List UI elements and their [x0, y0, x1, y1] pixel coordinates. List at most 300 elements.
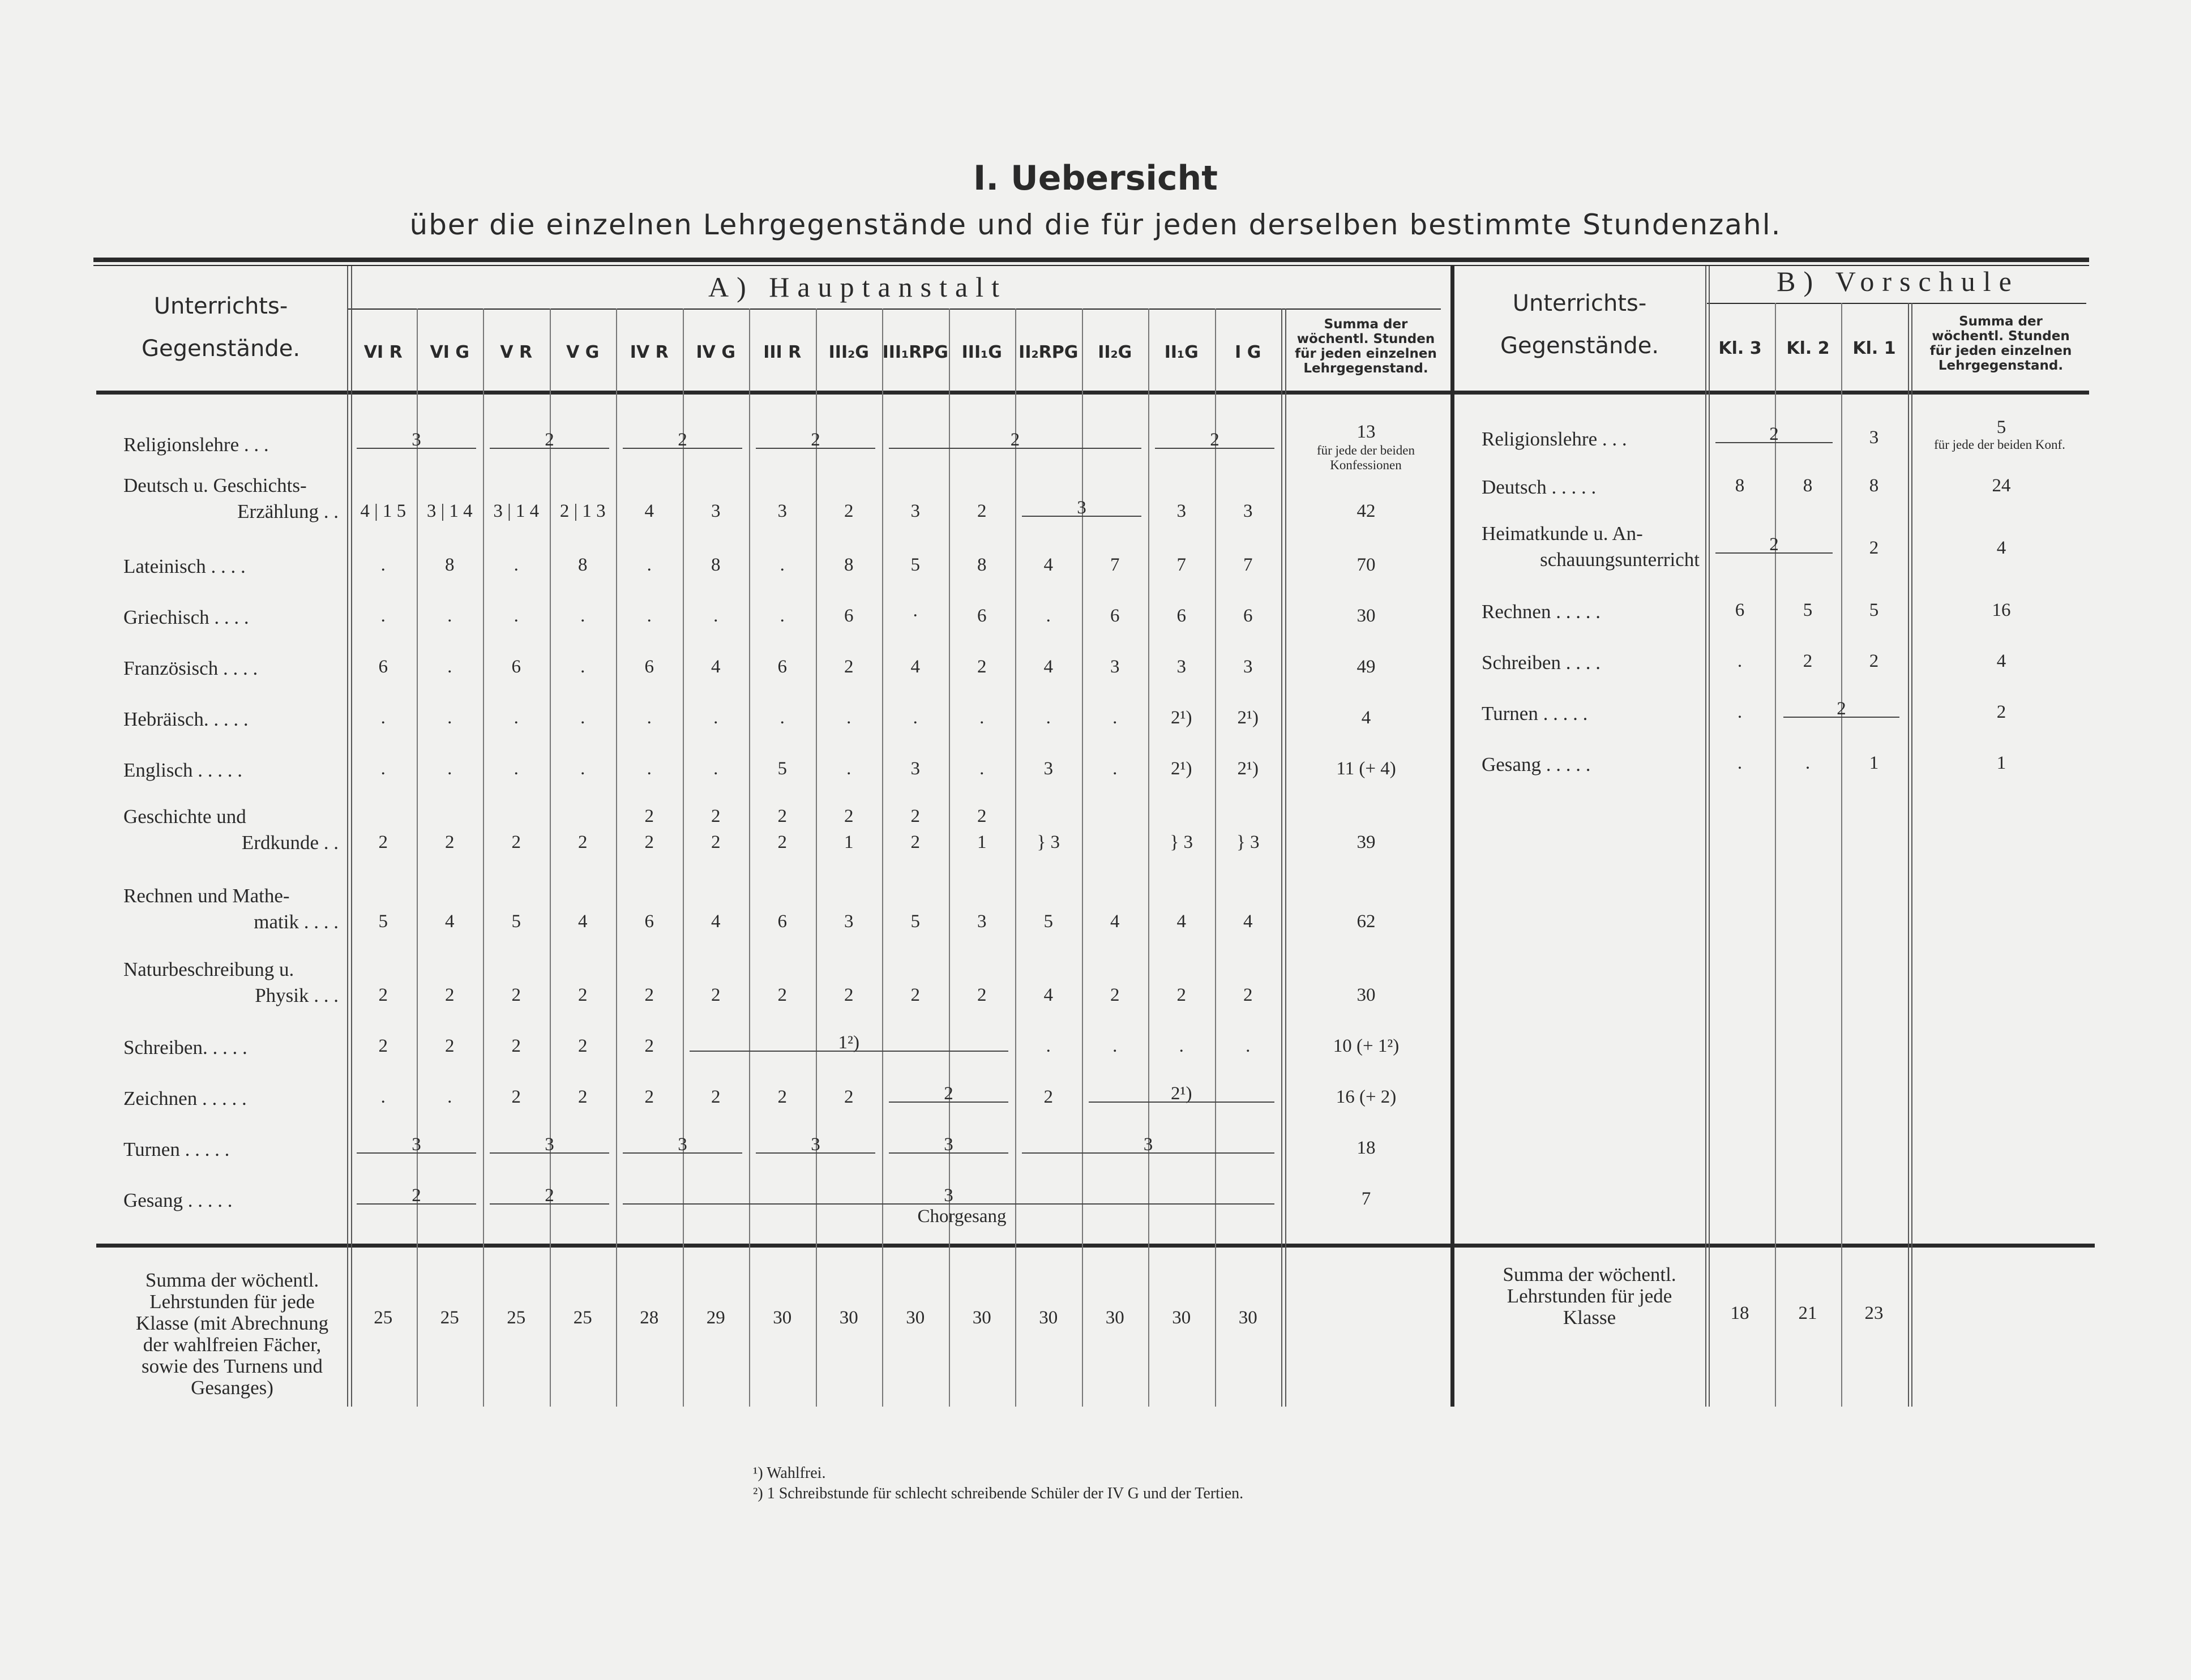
- grid-cell: 3: [1243, 501, 1253, 521]
- subject-label: Hebräisch. . . . .: [123, 708, 249, 730]
- grid-cell: 3: [1243, 657, 1253, 677]
- grid-cell: 3 | 1 4: [493, 501, 540, 521]
- subject-label-b: schauungsunterricht: [1540, 548, 1700, 571]
- grid-cell: .: [447, 1087, 452, 1107]
- grid-cell: 8: [445, 555, 455, 575]
- sum-header-a: Lehrgegenstand.: [1303, 361, 1428, 376]
- grid-cell: .: [979, 758, 985, 779]
- sum-header-a: wöchentl. Stunden: [1296, 332, 1435, 346]
- grid-cell: .: [1046, 708, 1051, 728]
- row-sum-a: 62: [1356, 911, 1376, 932]
- sum-header-b: für jeden einzelnen: [1929, 344, 2072, 358]
- column-header-a: IV R: [630, 342, 669, 362]
- subject-label: Religionslehre . . .: [123, 434, 269, 456]
- summary-value-a: 30: [1238, 1308, 1257, 1328]
- grid-cell-b: 1: [1869, 753, 1879, 773]
- rule-col-subject-a: [347, 266, 348, 1407]
- grid-cell: 2: [910, 985, 920, 1005]
- span-cell-value: 1²): [838, 1032, 859, 1053]
- subject-label: Griechisch . . . .: [123, 606, 249, 628]
- summary-label-a: Gesanges): [191, 1377, 273, 1399]
- rule-col-a: [616, 308, 617, 1407]
- summary-value-a: 30: [1105, 1308, 1124, 1328]
- rule-section-a: [348, 308, 1441, 310]
- rule-col-subject-b: [1705, 266, 1706, 1407]
- column-header-a: II₂G: [1098, 342, 1132, 362]
- rule-col-a: [882, 308, 883, 1407]
- rule-col-a: [1148, 308, 1149, 1407]
- grid-cell: 2: [445, 985, 455, 1005]
- gegenstaende-header-b-line2: Gegenstände.: [1500, 333, 1659, 359]
- grid-cell-b: 6: [1735, 600, 1745, 620]
- column-header-a: III₁G: [961, 342, 1002, 362]
- grid-cell: .: [647, 758, 652, 779]
- row-sum-note-b: für jede der beiden Konf.: [1934, 438, 2065, 452]
- grid-cell-upper: 2: [844, 806, 854, 826]
- grid-cell: 6: [777, 657, 787, 677]
- grid-cell: .: [913, 708, 918, 728]
- grid-cell: 2: [511, 1087, 521, 1107]
- row-sum-note-a: für jede der beiden: [1316, 443, 1415, 457]
- span-cell-value: 2: [545, 430, 554, 450]
- grid-cell: 3 | 1 4: [426, 501, 473, 521]
- grid-cell: 4: [711, 911, 721, 932]
- grid-cell: 2: [777, 832, 787, 852]
- grid-cell: 2: [644, 1036, 654, 1056]
- span-cell-b-value: 2: [1769, 534, 1779, 555]
- grid-cell: .: [1246, 1036, 1251, 1056]
- row-sum-note-a: Konfessionen: [1330, 458, 1402, 472]
- grid-cell: 4: [1043, 555, 1053, 575]
- rule-section-b: [1707, 303, 2086, 304]
- summary-value-a: 25: [507, 1308, 526, 1328]
- grid-cell: 4: [910, 657, 920, 677]
- rule-col-sum-a2: [1285, 308, 1286, 1407]
- summary-value-a: 30: [1172, 1308, 1191, 1328]
- rule-col-a: [949, 308, 950, 1407]
- summary-label-b: Klasse: [1563, 1306, 1616, 1328]
- column-header-b: Kl. 2: [1786, 338, 1830, 358]
- grid-cell-upper: 2: [644, 806, 654, 826]
- grid-cell: .: [780, 708, 785, 728]
- grid-cell: 6: [1243, 606, 1253, 626]
- grid-cell: 3: [977, 911, 987, 932]
- grid-cell: 2 | 1 3: [559, 501, 606, 521]
- row-sum-b: 1: [1996, 753, 2006, 773]
- subject-label: matik . . . .: [254, 911, 339, 933]
- grid-cell: 4: [445, 911, 455, 932]
- sum-header-b: Summa der: [1959, 314, 2043, 329]
- grid-cell: 2: [1043, 1087, 1053, 1107]
- subject-label: Erzählung . .: [237, 500, 339, 522]
- grid-cell: 6: [1110, 606, 1120, 626]
- grid-cell: ·: [912, 606, 919, 626]
- page-title: I. Uebersicht: [973, 158, 1218, 198]
- grid-cell: } 3: [1037, 832, 1060, 852]
- rule-top: [93, 258, 2089, 262]
- grid-cell: 2¹): [1237, 758, 1259, 779]
- grid-cell-b: 2: [1869, 651, 1879, 671]
- summary-value-a: 30: [1039, 1308, 1058, 1328]
- row-sum-b: 24: [1992, 475, 2011, 496]
- span-cell-value: 2: [412, 1185, 421, 1206]
- grid-cell-b: 2: [1869, 538, 1879, 558]
- span-cell-value: 2: [678, 430, 687, 450]
- grid-cell: 3: [1176, 501, 1186, 521]
- grid-cell: .: [647, 708, 652, 728]
- grid-cell: 6: [844, 606, 854, 626]
- grid-cell: .: [713, 708, 718, 728]
- row-sum-b: 5: [1996, 417, 2006, 438]
- grid-cell: 5: [910, 555, 920, 575]
- grid-cell: .: [447, 606, 452, 626]
- grid-cell-b: 8: [1735, 475, 1745, 496]
- grid-cell: .: [780, 606, 785, 626]
- page-subtitle: über die einzelnen Lehrgegenstände und die für jeden derselben bestimmte Stundenzahl.: [409, 208, 1782, 241]
- grid-cell: .: [580, 606, 585, 626]
- rule-col-a: [1082, 308, 1083, 1407]
- grid-cell: 3: [711, 501, 721, 521]
- summary-label-a: Summa der wöchentl.: [145, 1269, 319, 1291]
- rule-col-sum-b: [1908, 303, 1909, 1407]
- gegenstaende-header-a-line1: Unterrichts-: [153, 293, 288, 319]
- grid-cell: .: [513, 606, 519, 626]
- grid-cell: 2: [511, 985, 521, 1005]
- grid-cell: .: [647, 555, 652, 575]
- row-sum-a: 11 (+ 4): [1336, 758, 1396, 779]
- grid-cell: 2¹): [1237, 708, 1259, 728]
- grid-cell: 8: [711, 555, 721, 575]
- grid-cell: .: [513, 555, 519, 575]
- grid-cell: 2: [777, 1087, 787, 1107]
- grid-cell-upper: 2: [910, 806, 920, 826]
- span-cell-value: 2: [545, 1185, 554, 1206]
- grid-cell: 1: [977, 832, 987, 852]
- span-cell-value: 2: [811, 430, 820, 450]
- subject-label-b: Turnen . . . . .: [1482, 702, 1588, 725]
- grid-cell-b: 2: [1803, 651, 1813, 671]
- subject-label: Physik . . .: [255, 984, 339, 1006]
- grid-cell: .: [713, 606, 718, 626]
- grid-cell: 2: [977, 657, 987, 677]
- grid-cell-upper: 2: [777, 806, 787, 826]
- grid-cell: 3: [1176, 657, 1186, 677]
- summary-label-a: der wahlfreien Fächer,: [143, 1334, 322, 1356]
- grid-cell: 4: [711, 657, 721, 677]
- row-sum-a: 42: [1356, 501, 1376, 521]
- grid-cell: 4: [1176, 911, 1186, 932]
- grid-cell: .: [846, 708, 851, 728]
- grid-cell: 2: [644, 1087, 654, 1107]
- column-header-a: VI R: [363, 342, 403, 362]
- grid-cell: 4: [644, 501, 654, 521]
- column-header-a: II₂RPG: [1019, 342, 1079, 362]
- grid-cell: .: [647, 606, 652, 626]
- rule-col-a: [483, 308, 484, 1407]
- grid-cell: 5: [378, 911, 388, 932]
- grid-cell: 5: [1043, 911, 1053, 932]
- grid-cell: 2: [578, 1036, 588, 1056]
- grid-cell: 2: [378, 832, 388, 852]
- row-sum-a: 10 (+ 1²): [1333, 1036, 1400, 1056]
- grid-cell-b: .: [1805, 753, 1811, 773]
- rule-col-sum-a: [1281, 308, 1282, 1407]
- gegenstaende-header-a-line2: Gegenstände.: [141, 336, 301, 362]
- subject-label-b: Rechnen . . . . .: [1482, 601, 1601, 623]
- subject-label: Naturbeschreibung u.: [123, 958, 294, 980]
- subject-label: Deutsch u. Geschichts-: [123, 474, 307, 496]
- grid-cell-b: 5: [1803, 600, 1813, 620]
- grid-cell: 6: [1176, 606, 1186, 626]
- grid-cell: 4: [1043, 657, 1053, 677]
- grid-cell: 2: [644, 832, 654, 852]
- grid-cell-b: 8: [1869, 475, 1879, 496]
- rule-col-a: [550, 308, 551, 1407]
- sum-header-a: Summa der: [1324, 317, 1408, 332]
- subject-label: Schreiben. . . . .: [123, 1036, 247, 1058]
- subject-label: Erdkunde . .: [241, 832, 339, 854]
- grid-cell: 2: [1110, 985, 1120, 1005]
- grid-cell: 2: [711, 1087, 721, 1107]
- span-cell-value: 3: [1077, 498, 1086, 518]
- summary-value-a: 30: [972, 1308, 991, 1328]
- subject-label-b: Gesang . . . . .: [1482, 753, 1591, 775]
- span-cell-value: 3: [545, 1134, 554, 1155]
- rule-col-b: [1775, 303, 1776, 1407]
- grid-cell-b: 3: [1869, 427, 1879, 448]
- grid-cell: 5: [910, 911, 920, 932]
- grid-cell: 1: [844, 832, 854, 852]
- grid-cell: .: [447, 758, 452, 779]
- summary-value-b: 21: [1798, 1303, 1817, 1323]
- grid-cell: 2: [378, 985, 388, 1005]
- grid-cell: 2: [977, 501, 987, 521]
- grid-cell: .: [447, 708, 452, 728]
- subject-label: Zeichnen . . . . .: [123, 1087, 247, 1109]
- grid-cell: 2: [644, 985, 654, 1005]
- grid-cell: 7: [1110, 555, 1120, 575]
- grid-cell: 2: [844, 985, 854, 1005]
- grid-cell: .: [447, 657, 452, 677]
- grid-cell: 8: [977, 555, 987, 575]
- summary-label-b: Summa der wöchentl.: [1503, 1263, 1676, 1285]
- grid-cell: 3: [844, 911, 854, 932]
- grid-cell: .: [1179, 1036, 1184, 1056]
- row-sum-a: 30: [1356, 606, 1376, 626]
- span-cell-value: 3: [678, 1134, 687, 1155]
- grid-cell: 2: [578, 985, 588, 1005]
- span-cell-value: 3: [1143, 1134, 1153, 1155]
- grid-cell-b: .: [1737, 651, 1743, 671]
- grid-cell: .: [580, 758, 585, 779]
- span-cell-value: 3: [811, 1134, 820, 1155]
- grid-cell: 5: [511, 911, 521, 932]
- subject-label: Geschichte und: [123, 805, 246, 828]
- grid-cell: .: [846, 758, 851, 779]
- grid-cell: .: [979, 708, 985, 728]
- grid-cell: 4: [1243, 911, 1253, 932]
- grid-cell: 4: [1110, 911, 1120, 932]
- rule-col-a: [683, 308, 684, 1407]
- column-header-a: V R: [500, 342, 533, 362]
- footnote-2: ²) 1 Schreibstunde für schlecht schreibende Schüler der IV G und der Tertien.: [753, 1485, 1244, 1502]
- grid-cell: .: [380, 555, 386, 575]
- grid-cell-b: 5: [1869, 600, 1879, 620]
- grid-cell: .: [380, 758, 386, 779]
- rule-col-a: [417, 308, 418, 1407]
- row-sum-a: 7: [1361, 1189, 1371, 1209]
- grid-cell: .: [1046, 1036, 1051, 1056]
- span-cell-b-value: 2: [1769, 424, 1779, 444]
- grid-cell: 5: [777, 758, 787, 779]
- row-sum-b: 16: [1992, 600, 2011, 620]
- sum-header-b: Lehrgegenstand.: [1938, 358, 2064, 373]
- grid-cell: .: [713, 758, 718, 779]
- grid-cell: 2: [844, 657, 854, 677]
- subject-label-b: Deutsch . . . . .: [1482, 476, 1597, 498]
- column-header-a: III R: [763, 342, 802, 362]
- grid-cell: .: [380, 1087, 386, 1107]
- span-cell-value: 2¹): [1171, 1083, 1192, 1104]
- summary-value-a: 30: [773, 1308, 792, 1328]
- footnote-1: ¹) Wahlfrei.: [753, 1464, 826, 1482]
- grid-cell: 2: [511, 1036, 521, 1056]
- span-cell-b-value: 2: [1837, 698, 1846, 719]
- grid-cell: 6: [777, 911, 787, 932]
- grid-cell-b: .: [1737, 702, 1743, 722]
- subject-label-b: Heimatkunde u. An-: [1482, 522, 1643, 545]
- grid-cell: 4: [1043, 985, 1053, 1005]
- grid-cell: 2: [1176, 985, 1186, 1005]
- subject-label: Lateinisch . . . .: [123, 555, 246, 577]
- subject-label: Rechnen und Mathe-: [123, 885, 290, 907]
- subject-label: Englisch . . . . .: [123, 759, 242, 781]
- grid-cell: 2: [445, 832, 455, 852]
- grid-cell: .: [1112, 708, 1118, 728]
- gegenstaende-header-b-line1: Unterrichts-: [1512, 290, 1647, 316]
- summary-value-b: 23: [1864, 1303, 1884, 1323]
- summary-value-a: 25: [374, 1308, 393, 1328]
- grid-cell: 2: [844, 1087, 854, 1107]
- rule-col-a: [1015, 308, 1016, 1407]
- summary-label-a: sowie des Turnens und: [142, 1355, 323, 1377]
- summary-value-a: 30: [839, 1308, 858, 1328]
- span-cell-value: 3: [412, 430, 421, 450]
- subject-label: Turnen . . . . .: [123, 1138, 230, 1160]
- grid-cell: .: [580, 657, 585, 677]
- subject-label-b: Religionslehre . . .: [1482, 428, 1627, 450]
- grid-cell-upper: 2: [977, 806, 987, 826]
- grid-cell: 2: [378, 1036, 388, 1056]
- grid-cell: 2: [1243, 985, 1253, 1005]
- row-sum-a: 30: [1356, 985, 1376, 1005]
- grid-cell: 6: [644, 657, 654, 677]
- row-sum-a: 4: [1361, 708, 1371, 728]
- grid-cell: 2: [910, 832, 920, 852]
- rule-col-a: [816, 308, 817, 1407]
- column-header-b: Kl. 1: [1852, 338, 1896, 358]
- grid-cell: .: [1046, 606, 1051, 626]
- grid-cell: 2: [711, 832, 721, 852]
- grid-cell: 3: [1110, 657, 1120, 677]
- span-cell-value: 2: [1010, 430, 1020, 450]
- row-sum-a: 49: [1356, 657, 1376, 677]
- row-sum-a: 70: [1356, 555, 1376, 575]
- column-header-a: V G: [566, 342, 600, 362]
- rule-summary: [96, 1244, 2095, 1248]
- span-cell-value: 2: [1210, 430, 1219, 450]
- sum-header-b: wöchentl. Stunden: [1932, 329, 2070, 344]
- grid-cell: 6: [511, 657, 521, 677]
- grid-cell: .: [380, 606, 386, 626]
- summary-value-b: 18: [1730, 1303, 1749, 1323]
- grid-cell-b: 8: [1803, 475, 1813, 496]
- grid-cell: 2: [711, 985, 721, 1005]
- summary-value-a: 30: [906, 1308, 925, 1328]
- grid-cell: 2: [445, 1036, 455, 1056]
- grid-cell: 2: [511, 832, 521, 852]
- grid-cell: 8: [844, 555, 854, 575]
- grid-cell: 2: [977, 985, 987, 1005]
- grid-cell: 2: [578, 1087, 588, 1107]
- grid-cell: 2: [578, 832, 588, 852]
- grid-cell: 2: [777, 985, 787, 1005]
- summary-label-b: Lehrstunden für jede: [1507, 1285, 1672, 1307]
- row-sum-a: 13: [1356, 422, 1376, 442]
- span-cell-value: 3 Chorgesang: [917, 1185, 1007, 1227]
- column-header-a: III₁RPG: [882, 342, 948, 362]
- summary-value-a: 29: [706, 1308, 725, 1328]
- subject-label: Französisch . . . .: [123, 657, 258, 679]
- rule-col-subject-b2: [1709, 266, 1710, 1407]
- section-a-header: A) Hauptanstalt: [708, 271, 1007, 303]
- span-cell-value: 3: [944, 1134, 953, 1155]
- grid-cell: } 3: [1236, 832, 1260, 852]
- rule-header: [96, 391, 2089, 395]
- grid-cell: .: [1112, 758, 1118, 779]
- grid-cell: 4 | 1 5: [360, 501, 406, 521]
- grid-cell: } 3: [1170, 832, 1193, 852]
- summary-value-a: 25: [573, 1308, 592, 1328]
- row-sum-b: 2: [1996, 702, 2006, 722]
- grid-cell: 3: [1043, 758, 1053, 779]
- rule-col-b: [1841, 303, 1842, 1407]
- row-sum-a: 16 (+ 2): [1336, 1087, 1397, 1107]
- column-header-a: II₁G: [1164, 342, 1199, 362]
- grid-cell: 2: [844, 501, 854, 521]
- summary-value-a: 28: [640, 1308, 659, 1328]
- grid-cell: 2¹): [1171, 708, 1192, 728]
- rule-col-a: [1215, 308, 1216, 1407]
- row-sum-a: 39: [1356, 832, 1376, 852]
- grid-cell: 6: [977, 606, 987, 626]
- grid-cell: 3: [777, 501, 787, 521]
- grid-cell: .: [513, 758, 519, 779]
- grid-cell-upper: 2: [711, 806, 721, 826]
- column-header-a: VI G: [430, 342, 469, 362]
- summary-label-a: Lehrstunden für jede: [149, 1291, 315, 1313]
- column-header-a: III₂G: [828, 342, 869, 362]
- grid-cell: 6: [644, 911, 654, 932]
- grid-cell: .: [780, 555, 785, 575]
- column-header-a: IV G: [696, 342, 735, 362]
- column-header-a: I G: [1235, 342, 1261, 362]
- rule-col-a: [749, 308, 750, 1407]
- grid-cell: 6: [378, 657, 388, 677]
- grid-cell: .: [580, 708, 585, 728]
- grid-cell: 7: [1176, 555, 1186, 575]
- row-sum-b: 4: [1996, 538, 2006, 558]
